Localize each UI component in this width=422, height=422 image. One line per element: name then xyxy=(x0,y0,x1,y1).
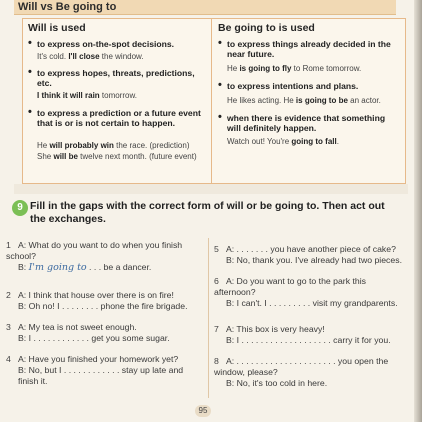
going-to-example-1: He is going to fly to Rome tomorrow. xyxy=(227,64,362,73)
will-heading: Will is used xyxy=(28,22,86,34)
title-bar xyxy=(14,0,396,15)
going-to-rule-1: • to express things already decided in the near future. xyxy=(227,39,399,59)
will-rule-3: • to express a prediction or a future event that is or is not certain to happen. xyxy=(37,108,209,128)
exchange-7: 7 A: This box is very heavy! B: I . . . . . . . . . . . . . . . . . . . carry it for you. xyxy=(214,324,391,345)
exchange-4: 4 A: Have you finished your homework yet? B: No, but I . . . . . . . . . . . . stay up late and finish it. xyxy=(6,354,184,386)
exchange-3: 3 A: My tea is not sweet enough. B: I . . . . . . . . . . . . get you some sugar. xyxy=(6,322,170,343)
will-example-3: He will probably win the race. (prediction) xyxy=(37,141,190,150)
page-title: Will vs Be going to xyxy=(18,1,117,13)
going-to-example-2: He likes acting. He is going to be an actor. xyxy=(227,96,381,105)
exchange-2: 2 A: I think that house over there is on fire! B: Oh no! I . . . . . . . . phone the fire brigade. xyxy=(6,290,188,311)
handwritten-answer: I'm going to xyxy=(28,262,87,273)
going-to-column xyxy=(213,19,403,183)
exchange-8: 8 A: . . . . . . . . . . . . . . . . . . . . . you open the window, please? B: No, it's too cold in here. xyxy=(214,356,389,388)
will-column xyxy=(23,19,212,183)
exercise-instruction: Fill in the gaps with the correct form of will or be going to. Then act out the exchanges. xyxy=(30,200,385,225)
will-example-1: It's cold. I'll close the window. xyxy=(37,52,144,61)
going-to-heading: Be going to is used xyxy=(218,22,315,34)
will-example-2: I think it will rain tomorrow. xyxy=(37,91,138,100)
exchange-6: 6 A: Do you want to go to the park this afternoon? B: I can't. I . . . . . . . . . visit my grandparents. xyxy=(214,276,398,308)
grammar-box xyxy=(22,18,406,184)
will-rule-2: • to express hopes, threats, predictions, etc. xyxy=(37,68,209,88)
exercise-number-badge: 9 xyxy=(12,200,28,216)
going-to-example-3: Watch out! You're going to fall. xyxy=(227,137,339,146)
page-edge xyxy=(414,0,422,422)
going-to-rule-3: • when there is evidence that something will definitely happen. xyxy=(227,113,399,133)
column-divider xyxy=(208,238,209,398)
exchange-1: 1 A: What do you want to do when you finish school? B: I'm going to . . . be a dancer. xyxy=(6,240,183,273)
section-gap xyxy=(14,184,408,194)
exchange-5: 5 A: . . . . . . . you have another piece of cake? B: No, thank you. I've already had two pieces. xyxy=(214,244,402,265)
page-number: 95 xyxy=(195,405,211,417)
will-example-4: She will be twelve next month. (future event) xyxy=(37,152,197,161)
going-to-rule-2: • to express intentions and plans. xyxy=(227,81,399,91)
will-rule-1: • to express on-the-spot decisions. xyxy=(37,39,209,49)
